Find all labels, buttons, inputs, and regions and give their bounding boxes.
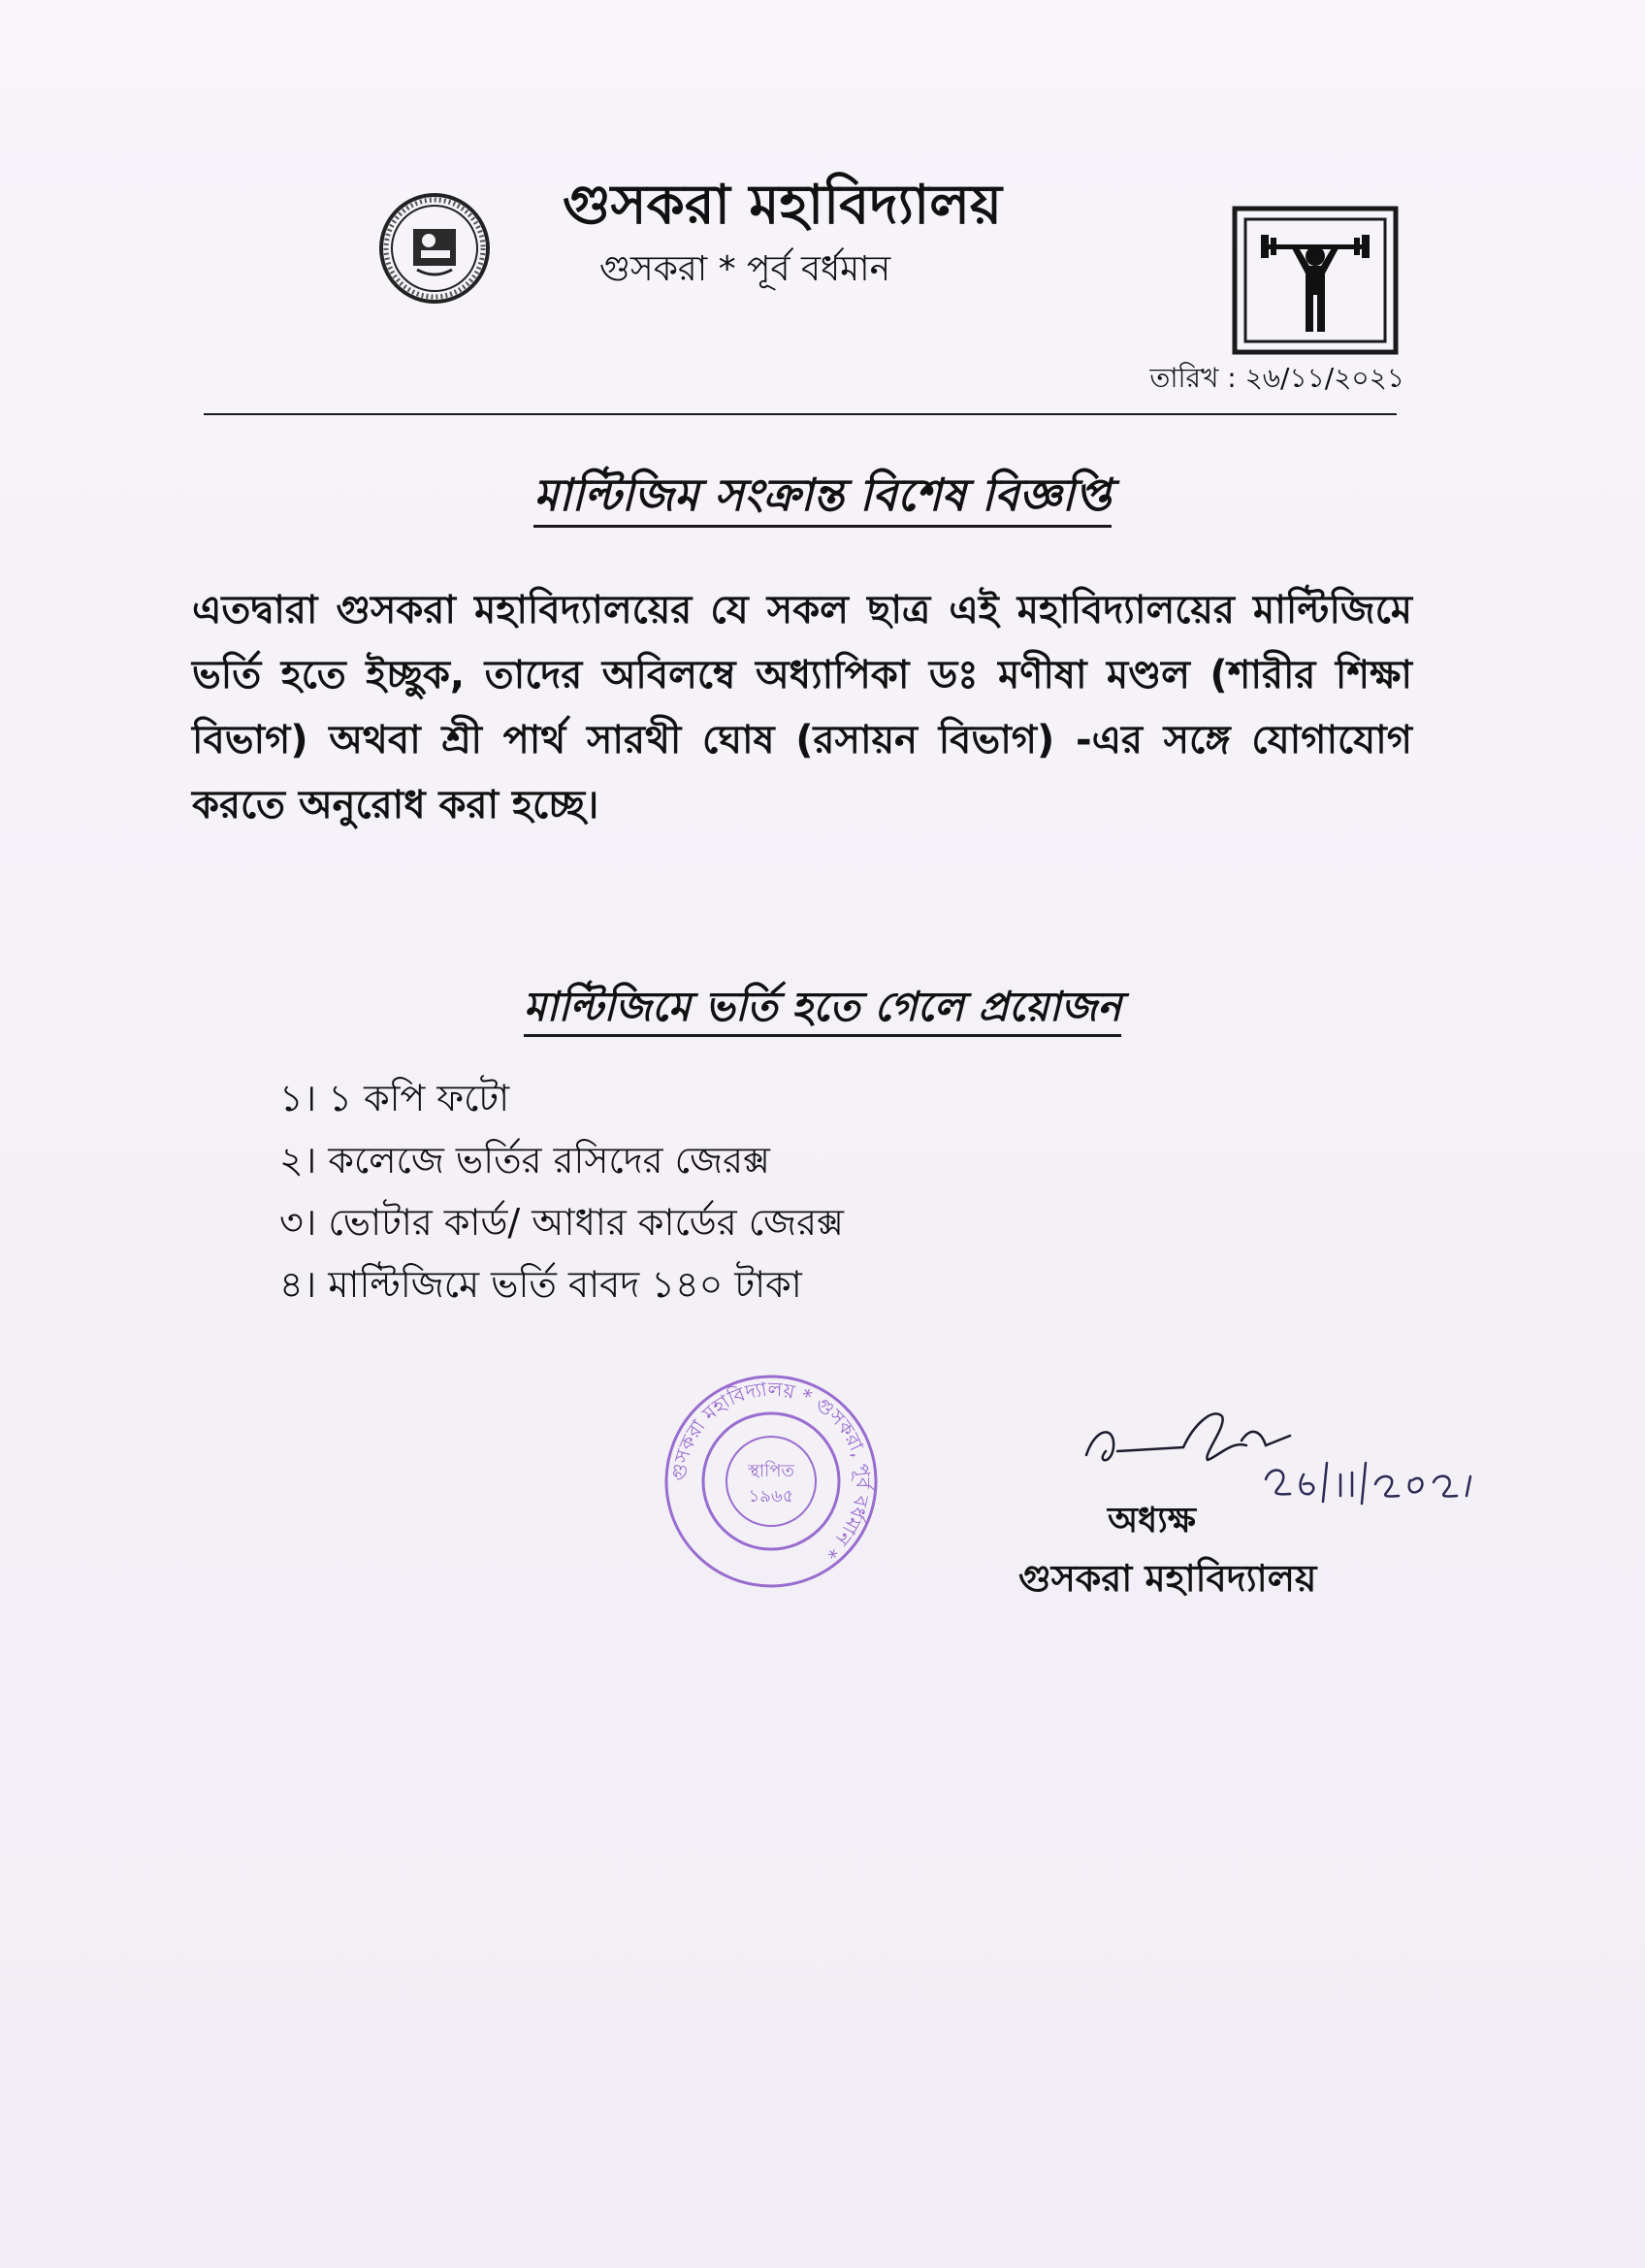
seal-inner-line2: ১৯৬৫: [748, 1486, 794, 1507]
date-line: [1149, 357, 1404, 403]
weightlifter-icon: [1232, 206, 1399, 355]
notice-title: [0, 462, 1645, 535]
requirements-list: [279, 1067, 844, 1315]
date-value: ২৬/১১/২০২১: [1244, 362, 1404, 394]
requirements-title: [0, 975, 1645, 1044]
header-divider: [204, 413, 1397, 415]
notice-title-text: মাল্টিজিম সংক্রান্ত বিশেষ বিজ্ঞপ্তি: [533, 469, 1111, 528]
college-location: গুসকরা * পূর্ব বর্ধমান: [599, 249, 891, 289]
date-label: তারিখ :: [1149, 362, 1237, 394]
signatory-title: অধ্যক্ষ: [1108, 1501, 1196, 1540]
requirements-title-text: মাল্টিজিমে ভর্তি হতে গেলে প্রয়োজন: [524, 983, 1121, 1037]
notice-body: এতদ্বারা গুসকরা মহাবিদ্যালয়ের যে সকল ছাত্র এই মহাবিদ্যালয়ের মাল্টিজিমে ভর্তি হতে ইচ্ছুক, তাদের অবিলম্বে অধ্যাপিকা ডঃ মণীষা মণ্ডল (শারীর শিক্ষা বিভাগ) অথবা শ্রী পার্থ সারথী ঘোষ (রসায়ন বিভাগ) -এর সঙ্গে যোগাযোগ করতে অনুরোধ করা হচ্ছে।: [192, 588, 1412, 827]
list-item: ৪। মাল্টিজিমে ভর্তি বাবদ ১৪০ টাকা: [279, 1263, 802, 1306]
list-item: ৩। ভোটার কার্ড/ আধার কার্ডের জেরক্স: [279, 1201, 844, 1244]
list-item: ২। কলেজে ভর্তির রসিদের জেরক্স: [279, 1139, 770, 1182]
signatory-organization: গুসকরা মহাবিদ্যালয়: [1018, 1557, 1317, 1600]
seal-stamp-icon: [660, 1370, 883, 1593]
college-logo-icon: [378, 192, 491, 305]
college-name: গুসকরা মহাবিদ্যালয়: [563, 174, 1002, 237]
list-item: ১। ১ কপি ফটো: [279, 1077, 510, 1119]
seal-inner-line1: স্থাপিত: [747, 1461, 795, 1481]
seal-outer-text: গুসকরা মহাবিদ্যালয় * গুসকরা, পূর্ব বর্ধমান *: [666, 1377, 876, 1564]
handwritten-date: 26|11|2021: [1067, 1387, 1073, 1388]
